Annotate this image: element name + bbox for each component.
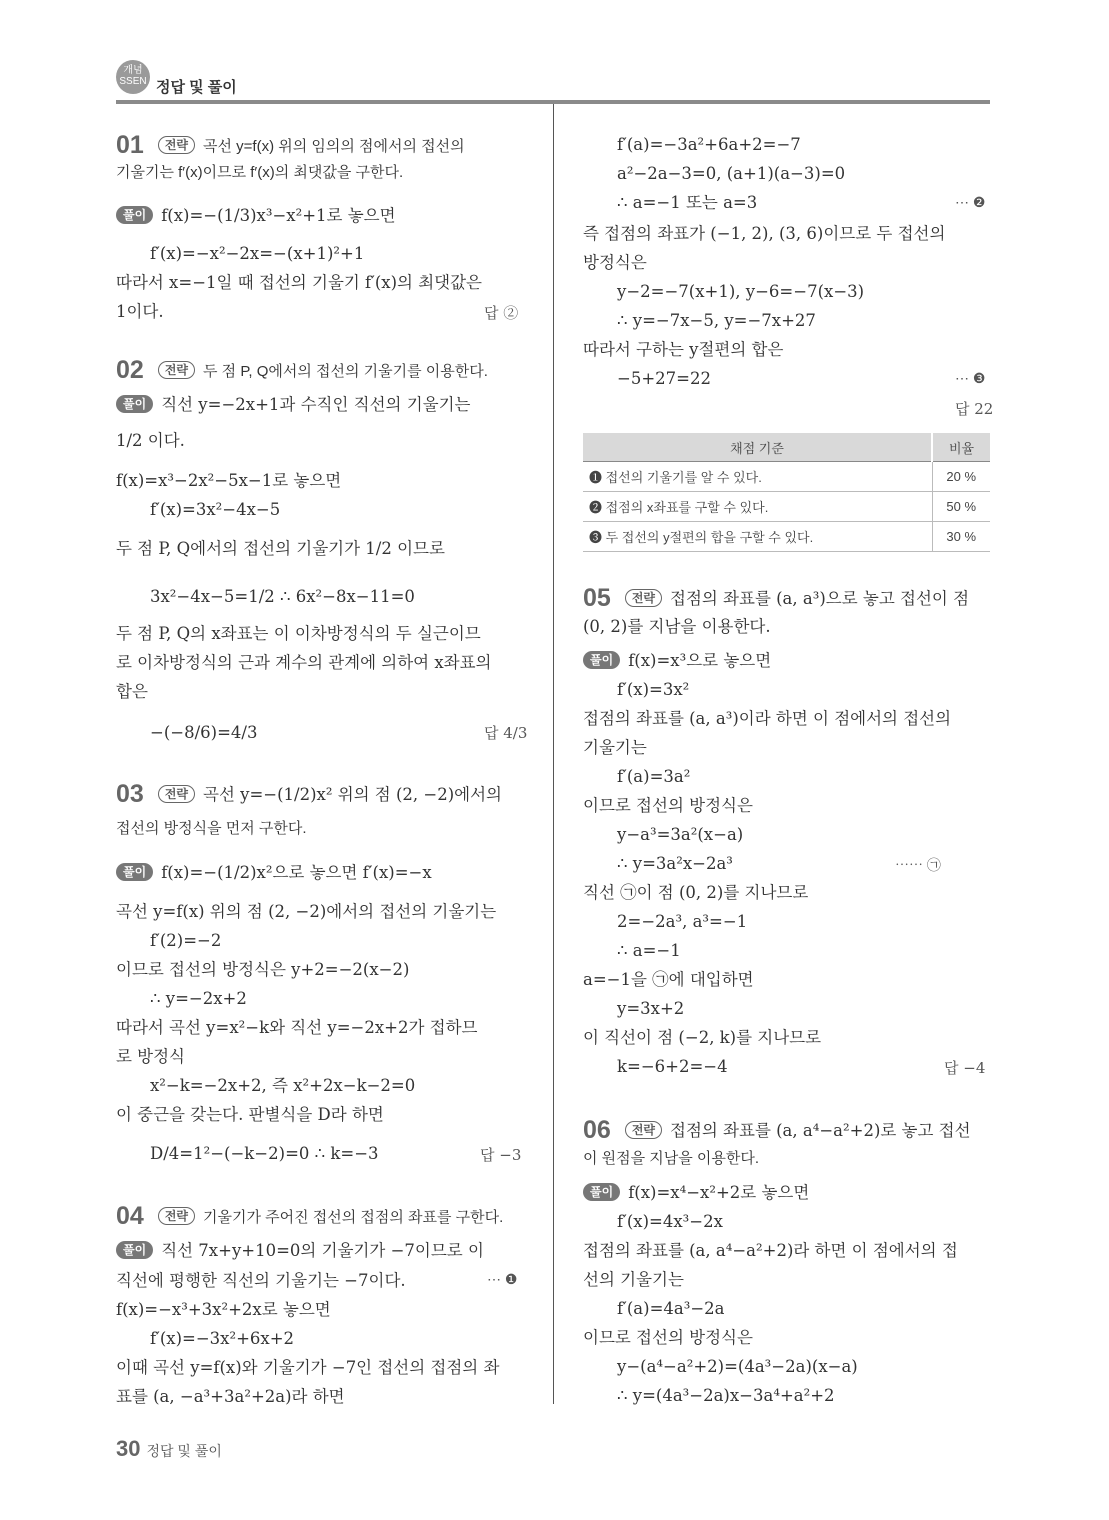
math-line: k=−6+2=−4	[617, 1057, 728, 1076]
math-line: f′(x)=3x²−4x−5	[150, 500, 281, 519]
math-line: x²−k=−2x+2, 즉 x²+2x−k−2=0	[150, 1076, 416, 1095]
q06-number: 06	[583, 1116, 611, 1144]
math-line: ∴ y=(4a³−2a)x−3a⁴+a²+2	[617, 1386, 835, 1405]
q03-solution: 풀이 f(x)=−(1/2)x²으로 놓으면 f′(x)=−x	[116, 862, 432, 884]
text-line: 이 중근을 갖는다. 판별식을 D라 하면	[116, 1105, 384, 1124]
solution-tag: 풀이	[116, 395, 153, 413]
q04-answer: 답 22	[955, 400, 994, 418]
text-line: 로 방정식	[116, 1047, 186, 1066]
text-line: 두 점 P, Q에서의 접선의 기울기가 1/2 이므로	[116, 539, 445, 558]
math-line: f′(x)=−x²−2x=−(x+1)²+1	[150, 244, 365, 263]
q03-answer: 답 −3	[480, 1146, 522, 1164]
text-line: 직선에 평행한 직선의 기울기는 −7이다.	[116, 1271, 406, 1290]
text-line: 접선의 방정식을 먼저 구한다.	[116, 820, 307, 837]
table-row	[583, 492, 990, 522]
solution-tag: 풀이	[583, 651, 620, 669]
math-line: ∴ y=−7x−5, y=−7x+27	[617, 311, 816, 330]
ratio-cell: 30 %	[932, 522, 990, 552]
math-line: ∴ a=−1 또는 a=3	[617, 193, 758, 212]
math-line: f′(x)=3x²	[617, 680, 690, 699]
text-line: 기울기는 f′(x)이므로 f′(x)의 최댓값을 구한다.	[116, 164, 404, 181]
equation-label-marker: ⋯⋯ ㉠	[895, 857, 941, 873]
math-line: y−a³=3a²(x−a)	[617, 825, 744, 844]
math-line: −5+27=22	[617, 369, 711, 388]
q04-number: 04	[116, 1202, 144, 1230]
math-line: f′(x)=−3x²+6x+2	[150, 1329, 295, 1348]
page-footer	[116, 1436, 222, 1462]
math-line: −(−8/6)=4/3	[150, 723, 258, 742]
text-line: 따라서 곡선 y=x²−k와 직선 y=−2x+2가 접하므	[116, 1018, 478, 1037]
text-line: 이 직선이 점 (−2, k)를 지나므로	[583, 1028, 822, 1047]
text-line: 따라서 x=−1일 때 접선의 기울기 f′(x)의 최댓값은	[116, 273, 482, 292]
math-line: y=3x+2	[617, 999, 685, 1018]
math-line: ∴ y=3a²x−2a³	[617, 854, 733, 873]
q02-solution: 풀이 직선 y=−2x+1과 수직인 직선의 기울기는	[116, 394, 470, 416]
series-logo: 개념 SSEN	[116, 60, 150, 94]
text-line: 로 이차방정식의 근과 계수의 관계에 의하여 x좌표의	[116, 653, 492, 672]
strategy-tag: 전략	[158, 1207, 195, 1225]
criterion-cell: ❶ 접선의 기울기를 알 수 있다.	[583, 462, 932, 492]
q05-number: 05	[583, 584, 611, 612]
q02-number: 02	[116, 356, 144, 384]
text-line: 방정식은	[583, 253, 647, 272]
footer-label: 정답 및 풀이	[146, 1443, 222, 1459]
math-line: f′(x)=4x³−2x	[617, 1212, 723, 1231]
strategy-tag: 전략	[625, 1121, 662, 1139]
ratio-cell: 20 %	[932, 462, 990, 492]
math-line: f(x)=x³−2x²−5x−1로 놓으면	[116, 471, 342, 490]
table-row	[583, 522, 990, 552]
math-line: ∴ y=−2x+2	[150, 989, 247, 1008]
ratio-header: 비율	[932, 433, 990, 462]
text-line: 두 점 P, Q의 x좌표는 이 이차방정식의 두 실근이므	[116, 624, 481, 643]
criterion-cell: ❷ 접점의 x좌표를 구할 수 있다.	[583, 492, 932, 522]
solution-tag: 풀이	[116, 206, 153, 224]
q06-strategy: 06 전략 접점의 좌표를 (a, a⁴−a²+2)로 놓고 접선	[583, 1116, 971, 1144]
q03-strategy: 03 전략 곡선 y=−(1/2)x² 위의 점 (2, −2)에서의	[116, 780, 502, 808]
table-header-row	[583, 433, 990, 462]
math-line: y−2=−7(x+1), y−6=−7(x−3)	[617, 282, 865, 301]
q01-solution: 풀이 f(x)=−(1/3)x³−x²+1로 놓으면	[116, 205, 396, 227]
solution-tag: 풀이	[116, 863, 153, 881]
q05-solution: 풀이 f(x)=x³으로 놓으면	[583, 650, 771, 672]
ratio-cell: 50 %	[932, 492, 990, 522]
text-line: 직선 ㉠이 점 (0, 2)를 지나므로	[583, 883, 809, 902]
text-line: 이므로 접선의 방정식은	[583, 1328, 753, 1347]
text-line: a=−1을 ㉠에 대입하면	[583, 970, 754, 989]
text-line: 합은	[116, 682, 148, 701]
math-line: f′(2)=−2	[150, 931, 222, 950]
q05-strategy: 05 전략 접점의 좌표를 (a, a³)으로 놓고 접선이 점	[583, 584, 970, 612]
math-line: f′(a)=4a³−2a	[617, 1299, 725, 1318]
solution-tag: 풀이	[116, 1241, 153, 1259]
grading-table	[583, 433, 990, 552]
text-line: 기울기는	[583, 738, 647, 757]
step-marker-2: ⋯ ❷	[955, 194, 986, 210]
q02-strategy: 02 전략 두 점 P, Q에서의 접선의 기울기를 이용한다.	[116, 356, 488, 384]
text-line: 이때 곡선 y=f(x)와 기울기가 −7인 접선의 접점의 좌	[116, 1358, 500, 1377]
text-line: 접점의 좌표를 (a, a³)이라 하면 이 점에서의 접선의	[583, 709, 952, 728]
criterion-header: 채점 기준	[583, 433, 932, 462]
q01-answer: 답 ②	[484, 304, 519, 322]
strategy-tag: 전략	[158, 136, 195, 154]
q05-answer: 답 −4	[944, 1059, 986, 1077]
text-line: 접점의 좌표를 (a, a⁴−a²+2)라 하면 이 점에서의 접	[583, 1241, 958, 1260]
criterion-cell: ❸ 두 접선의 y절편의 합을 구할 수 있다.	[583, 522, 932, 552]
math-line: f′(a)=3a²	[617, 767, 691, 786]
solution-tag: 풀이	[583, 1183, 620, 1201]
text-line: 표를 (a, −a³+3a²+2a)라 하면	[116, 1387, 345, 1406]
text-line: 선의 기울기는	[583, 1270, 684, 1289]
table-row	[583, 462, 990, 492]
math-line: 2=−2a³, a³=−1	[617, 912, 748, 931]
text-line: 이므로 접선의 방정식은	[583, 796, 753, 815]
math-line: D/4=1²−(−k−2)=0 ∴ k=−3	[150, 1144, 379, 1163]
math-line: ∴ a=−1	[617, 941, 681, 960]
q04-solution: 풀이 직선 7x+y+10=0의 기울기가 −7이므로 이	[116, 1240, 484, 1262]
text-line: (0, 2)를 지남을 이용한다.	[583, 617, 771, 636]
step-marker-3: ⋯ ❸	[955, 370, 986, 386]
page-header-title: 정답 및 풀이	[156, 79, 237, 96]
math-line: a²−2a−3=0, (a+1)(a−3)=0	[617, 164, 846, 183]
strategy-tag: 전략	[158, 785, 195, 803]
math-line: f(x)=−x³+3x²+2x로 놓으면	[116, 1300, 331, 1319]
math-line: f′(a)=−3a²+6a+2=−7	[617, 135, 801, 154]
text-line: 즉 접점의 좌표가 (−1, 2), (3, 6)이므로 두 접선의	[583, 224, 946, 243]
math-line: y−(a⁴−a²+2)=(4a³−2a)(x−a)	[617, 1357, 858, 1376]
text-line: 따라서 구하는 y절편의 합은	[583, 340, 784, 359]
q01-strategy: 01 전략 곡선 y=f(x) 위의 임의의 점에서의 접선의	[116, 131, 465, 159]
text-line: 이 원점을 지남을 이용한다.	[583, 1150, 760, 1167]
column-divider	[553, 104, 554, 1404]
q01-number: 01	[116, 131, 144, 159]
q04-strategy: 04 전략 기울기가 주어진 접선의 접점의 좌표를 구한다.	[116, 1202, 504, 1230]
q02-answer: 답 4/3	[484, 724, 528, 742]
text-line: 1/2 이다.	[116, 431, 185, 450]
step-marker-1: ⋯ ❶	[487, 1271, 518, 1287]
q06-solution: 풀이 f(x)=x⁴−x²+2로 놓으면	[583, 1182, 809, 1204]
q03-number: 03	[116, 780, 144, 808]
strategy-tag: 전략	[625, 589, 662, 607]
text-line: 이므로 접선의 방정식은 y+2=−2(x−2)	[116, 960, 410, 979]
page-number: 30	[116, 1436, 141, 1461]
text-line: 1이다.	[116, 302, 164, 321]
strategy-tag: 전략	[158, 361, 195, 379]
math-line: 3x²−4x−5=1/2 ∴ 6x²−8x−11=0	[150, 587, 415, 606]
text-line: 곡선 y=f(x) 위의 점 (2, −2)에서의 접선의 기울기는	[116, 902, 497, 921]
